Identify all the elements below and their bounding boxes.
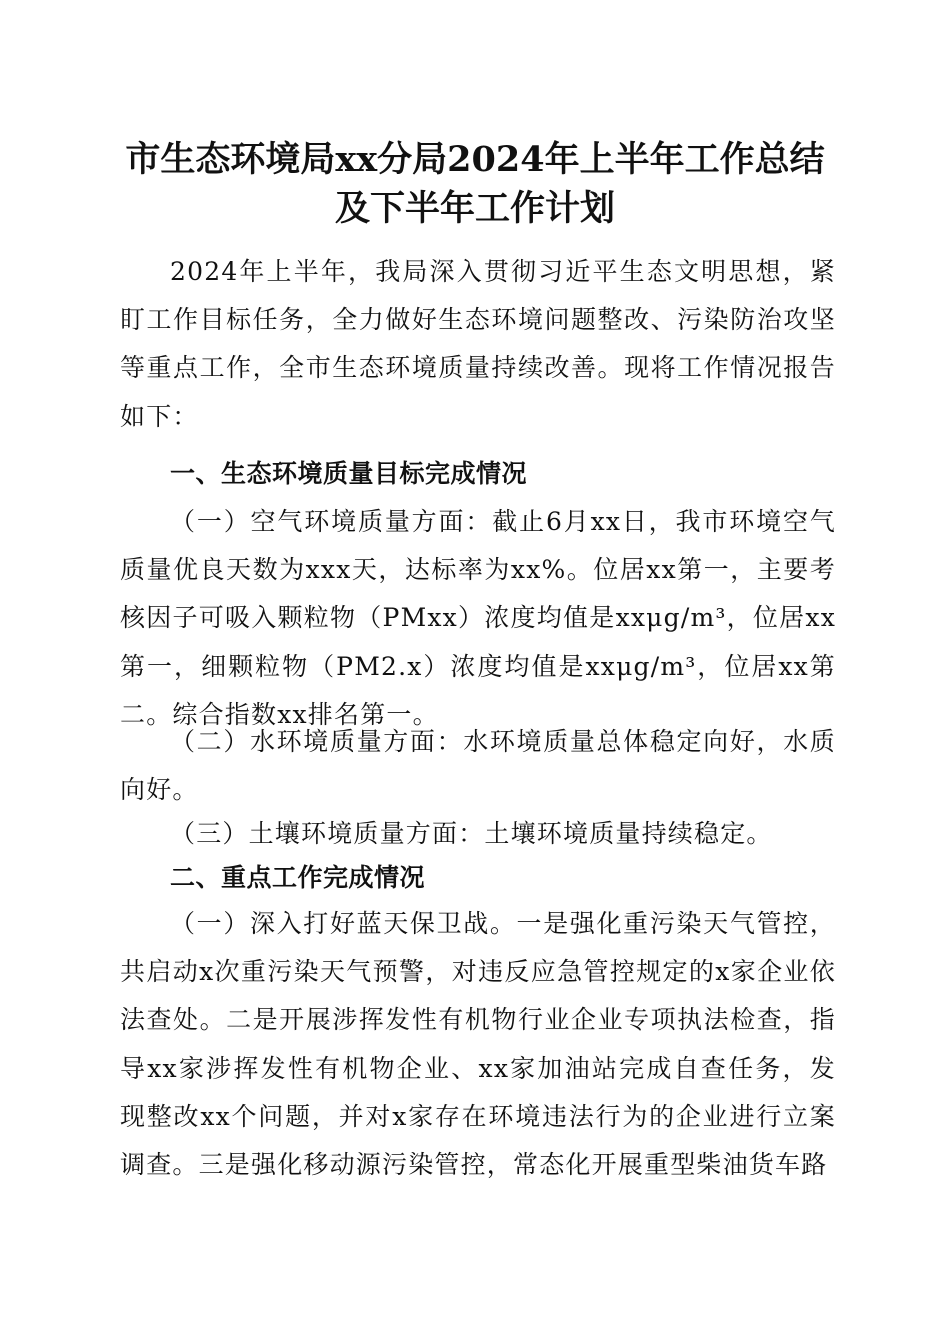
section2-paragraph-bluesky: （一）深入打好蓝天保卫战。一是强化重污染天气管控，共启动x次重污染天气预警，对违反应急管控规定的x家企业依法查处。二是开展涉挥发性有机物行业企业专项执法检查，指导xx家涉挥发性有机物企业、xx家加油站完成自查任务，发现整改xx个问题，并对x家存在环境违法行为的企业进行立案调查。三是强化移动源污染管控，常态化开展重型柴油货车路: [120, 909, 836, 1180]
section1-paragraph-soil: （三）土壤环境质量方面：土壤环境质量持续稳定。: [170, 819, 773, 848]
section1-heading: 一、生态环境质量目标完成情况: [170, 459, 528, 488]
section1-paragraph-air: （一）空气环境质量方面：截止6月xx日，我市环境空气质量优良天数为xxx天，达标率为xx%。位居xx第一，主要考核因子可吸入颗粒物（PMxx）浓度均值是xxμg/m³，位居xx第一，细颗粒物（PM2.x）浓度均值是xxμg/m³，位居xx第二。综合指数xx排名第一。: [120, 507, 836, 729]
intro-paragraph: 2024年上半年，我局深入贯彻习近平生态文明思想，紧盯工作目标任务，全力做好生态环境问题整改、污染防治攻坚等重点工作，全市生态环境质量持续改善。现将工作情况报告如下：: [120, 257, 836, 431]
section2-heading: 二、重点工作完成情况: [170, 863, 426, 892]
document-title-line1: 市生态环境局xx分局2024年上半年工作总结: [125, 139, 825, 180]
document-title-line2: 及下半年工作计划: [334, 188, 615, 229]
section1-paragraph-water: （二）水环境质量方面：水环境质量总体稳定向好，水质向好。: [120, 727, 836, 805]
